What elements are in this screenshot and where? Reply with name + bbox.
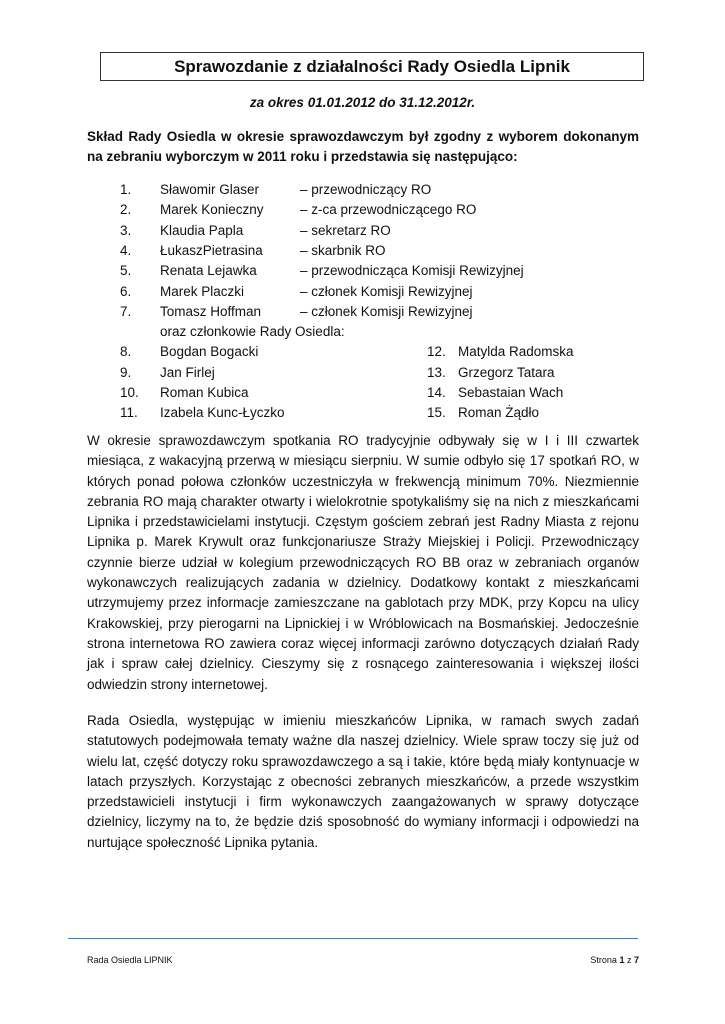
member-name: Bogdan Bogacki [160,344,259,360]
member-name: Marek Placzki [160,283,245,299]
page-number: Strona 1 z 7 [590,955,639,965]
list-item [0,221,725,241]
list-item [0,180,725,200]
item-number: 10. [120,385,139,400]
item-number: 3. [120,222,132,238]
item-number: 15. [427,405,446,421]
list-item [0,342,725,362]
member-role: – członek Komisji Rewizyjnej [300,283,473,299]
item-number: 13. [427,364,446,380]
member-name: Klaudia Papla [160,222,244,238]
member-name: Tomasz Hoffman [160,303,262,319]
item-number: 6. [120,283,132,299]
member-name: Izabela Kunc-Łyczko [160,405,285,421]
list-item [0,282,725,302]
item-number: 9. [120,364,132,380]
members-label-row [0,322,725,342]
item-number: 11. [120,405,138,421]
item-number: 1. [120,182,132,197]
document-title: Sprawozdanie z działalności Rady Osiedla Lipnik [100,52,644,81]
member-name: Marek Konieczny [160,202,264,218]
member-role: – przewodnicząca Komisji Rewizyjnej [300,263,524,279]
member-role: – członek Komisji Rewizyjnej [300,303,473,319]
report-period: za okres 01.01.2012 do 31.12.2012r. [249,95,476,110]
member-role: – skarbnik RO [300,242,386,258]
member-name: Sebastaian Wach [458,385,564,400]
member-role: – przewodniczący RO [300,182,432,197]
item-number: 5. [120,263,132,279]
list-item [0,363,725,383]
intro-paragraph: Skład Rady Osiedla w okresie sprawozdawczym był zgodny z wyborem dokonanym na zebraniu wyborczym w 2011 roku i przedstawia się następująco: [87,129,639,164]
footer-organization: Rada Osiedla LIPNIK [87,955,173,965]
member-name: Roman Kubica [160,385,249,400]
item-number: 8. [120,344,132,360]
member-name: Roman Żądło [458,405,540,421]
member-role: – z-ca przewodniczącego RO [300,202,477,218]
item-number: 14. [427,385,446,400]
list-item [0,403,725,423]
member-name: ŁukaszPietrasina [160,242,263,258]
member-name: Grzegorz Tatara [458,364,555,380]
item-number: 2. [120,202,132,218]
members-label: oraz członkowie Rady Osiedla: [160,324,345,340]
member-name: Sławomir Glaser [160,182,260,197]
member-name: Matylda Radomska [458,344,574,360]
activity-paragraph: W okresie sprawozdawczym spotkania RO tradycyjnie odbywały się w I i III czwartek miesiąca, z wakacyjną przerwą w miesiącu sierpniu. W sumie odbyło się 17 spotkań RO, w których ponad połowa członków uczestniczyła w frekwencją minimum 70%. Niezmiennie zebrania RO mają charakter otwarty i wielokrotnie spotykaliśmy się na nich z mieszkańcami Lipnika i przedstawicielami instytucji. Częstym gościem zebrań jest Radny Miasta z rejonu Lipnika p. Marek Krywult oraz funkcjonariusze Straży Miejskiej i Policji. Przewodniczący czynnie bierze udział w kolegium przewodniczących RO BB oraz w zebraniach organów wykonawczych realizujących zadania w dzielnicy. Dodatkowy kontakt z mieszkańcami utrzymujemy przez informacje zamieszczane na gablotach przy MDK, przy Kopcu na ulicy Krakowskiej, przy pierogarni na Lipnickiej i w Wróblowicach na Bosmańskiej. Jedocześnie strona internetowa RO zawiera coraz więcej informacji zarówno dotyczących działań Rady jak i spraw całej dzielnicy. Cieszymy się z rosnącego zainteresowania i większej ilości odwiedzin strony internetowej. [87,433,639,692]
item-number: 12. [427,344,446,360]
member-name: Jan Firlej [160,364,215,380]
list-item [0,261,725,281]
member-name: Renata Lejawka [160,263,257,279]
list-item [0,200,725,220]
footer-divider [68,938,638,939]
list-item [0,302,725,322]
member-role: – sekretarz RO [300,222,391,238]
item-number: 4. [120,242,132,258]
list-item [0,383,725,403]
list-item [0,241,725,261]
topics-paragraph: Rada Osiedla, występując w imieniu mieszkańców Lipnika, w ramach swych zadań statutowych podejmowała tematy ważne dla naszej dzielnicy. Wiele spraw toczy się już od wielu lat, część dotyczy roku sprawozdawczego a są i takie, które będą miały kontynuacje w latach przyszłych. Korzystając z obecności zebranych mieszkańców, a przede wszystkim przedstawicieli instytucji i firm wykonawczych zaangażowanych w sprawy dotyczące dzielnicy, liczymy na to, że będzie dziś sposobność do wymiany informacji i odpowiedzi na nurtujące społeczność Lipnika pytania. [87,713,639,850]
item-number: 7. [120,303,132,319]
